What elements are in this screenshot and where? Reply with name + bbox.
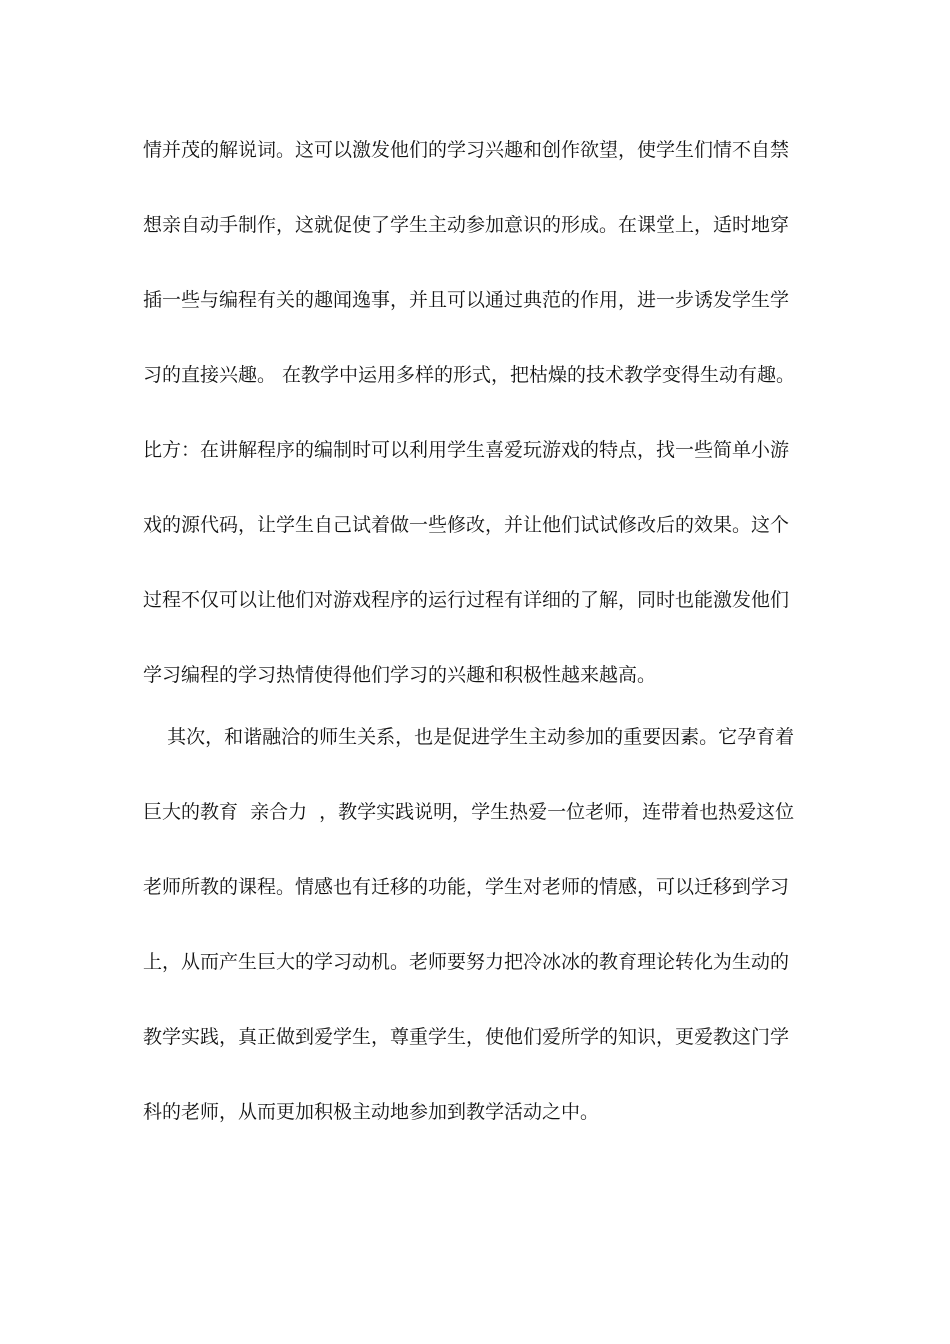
text-line-13: 教学实践，真正做到爱学生，尊重学生，使他们爱所学的知识，更爱教这门学: [143, 1026, 790, 1048]
text-line-3: 插一些与编程有关的趣闻逸事，并且可以通过典范的作用，进一步诱发学生学: [143, 289, 790, 311]
text-line-14: 科的老师，从而更加积极主动地参加到教学活动之中。: [143, 1101, 600, 1123]
text-line-12: 上，从而产生巨大的学习动机。老师要努力把冷冰冰的教育理论转化为生动的: [143, 951, 790, 973]
text-line-5: 比方：在讲解程序的编制时可以利用学生喜爱玩游戏的特点，找一些简单小游: [143, 439, 790, 461]
text-line-1: 情并茂的解说词。这可以激发他们的学习兴趣和创作欲望，使学生们情不自禁: [143, 139, 790, 161]
text-line-7: 过程不仅可以让他们对游戏程序的运行过程有详细的了解，同时也能激发他们: [143, 589, 790, 611]
text-line-8: 学习编程的学习热情使得他们学习的兴趣和积极性越来越高。: [143, 664, 657, 686]
text-line-4: 习的直接兴趣。 在教学中运用多样的形式，把枯燥的技术教学变得生动有趣。: [143, 364, 796, 386]
text-line-6: 戏的源代码，让学生自己试着做一些修改，并让他们试试修改后的效果。这个: [143, 514, 790, 536]
text-line-11: 老师所教的课程。情感也有迁移的功能，学生对老师的情感，可以迁移到学习: [143, 876, 790, 898]
text-line-9: 其次，和谐融洽的师生关系，也是促进学生主动参加的重要因素。它孕育着: [143, 726, 795, 748]
text-line-10: 巨大的教育 亲合力 ，教学实践说明，学生热爱一位老师，连带着也热爱这位: [143, 801, 795, 823]
text-line-2: 想亲自动手制作，这就促使了学生主动参加意识的形成。在课堂上，适时地穿: [143, 214, 790, 236]
